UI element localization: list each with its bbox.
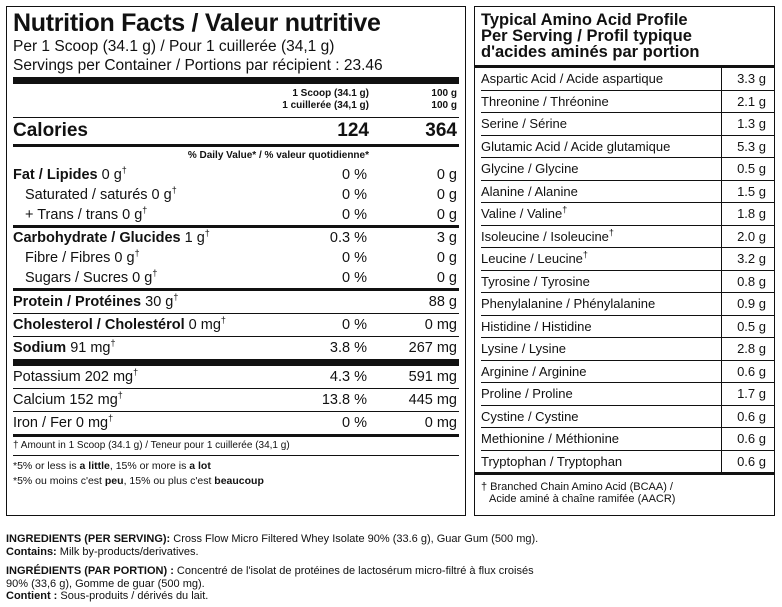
amino-title-line: Per Serving / Profil typique <box>481 27 692 45</box>
amino-amount: 1.7 g <box>737 386 766 401</box>
nutrient-label <box>13 228 210 248</box>
amino-amount: 5.3 g <box>737 138 766 154</box>
amino-row <box>481 360 774 383</box>
nutrient-amount-text: + Trans / trans 0 g <box>25 207 143 223</box>
nutrient-per-100g: 0 g <box>436 207 457 223</box>
amino-name: Glutamic Acid / Acide glutamique <box>481 138 671 154</box>
nutrient-label <box>13 389 123 411</box>
amino-row <box>481 135 774 158</box>
daily-value-header-text: % Daily Value* / % valeur quotidienne* <box>187 150 369 161</box>
divider <box>13 359 459 366</box>
contains-fr-label: Contient : <box>6 590 58 602</box>
dagger-mark: † <box>117 390 123 401</box>
ingredients-section <box>6 533 776 603</box>
dv-note-bold: a little <box>79 460 110 472</box>
nutrient-daily-value: 3.8 % <box>329 340 367 356</box>
amino-row <box>481 90 774 113</box>
ingredients-en <box>6 533 776 546</box>
column-separator <box>721 68 722 90</box>
dv-note-text: , 15% or more is <box>109 460 190 472</box>
nutrient-amount-text: Calcium 152 mg <box>13 392 118 408</box>
column-separator <box>721 338 722 360</box>
nutrient-row <box>13 291 459 313</box>
contains-en-text: Milk by-products/derivatives. <box>56 545 199 558</box>
nutrient-daily-value: 0 % <box>342 317 367 333</box>
nutrient-label <box>13 337 116 359</box>
amino-label <box>481 361 587 383</box>
amino-row <box>481 427 774 450</box>
column-separator <box>721 271 722 293</box>
amino-label <box>481 226 614 248</box>
amino-label <box>481 338 566 360</box>
amino-amount: 3.2 g <box>737 251 766 266</box>
dagger-mark: † <box>152 268 158 279</box>
amino-amount: 1.8 g <box>737 206 766 221</box>
nutrient-row <box>13 185 459 205</box>
nutrient-per-100g: 0 g <box>436 270 457 286</box>
dagger-mark: † <box>171 185 177 196</box>
amino-amount: 3.3 g <box>737 71 766 86</box>
nutrient-per-100g: 591 mg <box>408 369 457 385</box>
amino-label <box>481 181 578 203</box>
amino-amount: 0.6 g <box>737 408 766 424</box>
nutrient-amount-text: Fibre / Fibres 0 g <box>25 250 135 266</box>
amino-acid-panel <box>474 6 775 516</box>
ingredients-fr <box>6 565 776 578</box>
nutrient-amount-text: Saturated / saturés 0 g <box>25 187 172 203</box>
calories-serving: 124 <box>337 120 369 141</box>
amino-name: Aspartic Acid / Acide aspartique <box>481 71 664 86</box>
amino-name: Isoleucine / Isoleucine <box>481 228 609 244</box>
nutrient-daily-value: 0.3 % <box>329 230 367 246</box>
column-separator <box>721 113 722 135</box>
amino-label <box>481 271 590 293</box>
amino-amount: 0.5 g <box>737 318 766 334</box>
contains-fr-text: Sous-produits / dérivés du lait. <box>57 590 209 602</box>
nutrition-title: Nutrition Facts / Valeur nutritive <box>13 9 381 37</box>
calories-label: Calories <box>13 120 88 141</box>
amino-title <box>481 7 774 65</box>
column-separator <box>721 136 722 158</box>
amino-name: Threonine / Thréonine <box>481 93 609 109</box>
column-100g-header <box>431 88 457 112</box>
amino-label <box>481 428 619 450</box>
amino-name: Glycine / Glycine <box>481 161 579 176</box>
nutrient-per-100g: 0 g <box>436 187 457 203</box>
amino-row <box>481 180 774 203</box>
nutrient-row <box>13 228 459 248</box>
amino-amount: 0.9 g <box>737 296 766 311</box>
dv-note-text: , 15% ou plus c'est <box>123 475 215 487</box>
dv-note-bold: peu <box>104 475 124 487</box>
amino-name: Valine / Valine <box>481 206 563 221</box>
amino-name: Tyrosine / Tyrosine <box>481 273 590 289</box>
dv-note-text: *5% ou moins c'est <box>13 475 105 487</box>
column-separator <box>721 203 722 225</box>
servings-per-container: Servings per Container / Portions par récipient : 23.46 <box>13 57 383 74</box>
amount-footnote: † Amount in 1 Scoop (34.1 g) / Teneur pour 1 cuillerée (34,1 g) <box>13 440 290 451</box>
nutrient-row <box>13 412 459 434</box>
nutrient-amount-text: 1 g <box>180 230 205 246</box>
dagger-mark: † <box>142 205 148 216</box>
ingredients-en-text: Cross Flow Micro Filtered Whey Isolate 90% (33.6 g), Guar Gum (500 mg). <box>170 533 539 545</box>
amino-row <box>481 450 774 473</box>
nutrient-amount-text: 91 mg <box>66 340 111 356</box>
contains-fr <box>6 590 776 603</box>
amino-label <box>481 248 588 270</box>
dagger-mark: † <box>134 248 140 259</box>
calories-row <box>13 118 459 144</box>
column-separator <box>721 293 722 315</box>
nutrient-per-100g: 267 mg <box>408 340 457 356</box>
column-serving-en: 1 Scoop (34.1 g) <box>292 88 369 99</box>
ingredients-fr-text: Concentré de l'isolat de protéines de lactosérum micro-filtré à flux croisés <box>173 565 534 577</box>
nutrient-daily-value: 0 % <box>342 250 367 266</box>
nutrient-per-100g: 445 mg <box>408 392 457 408</box>
serving-size: Per 1 Scoop (34.1 g) / Pour 1 cuillerée (34,1 g) <box>13 38 335 55</box>
nutrient-daily-value: 0 % <box>342 415 367 431</box>
dagger-mark: † <box>582 249 588 260</box>
amino-amount: 0.6 g <box>737 453 766 469</box>
column-separator <box>721 451 722 473</box>
amino-amount: 2.8 g <box>737 341 766 356</box>
dagger-mark: † <box>133 367 139 378</box>
amino-label <box>481 383 573 405</box>
dv-note-text: *5% or less is <box>13 460 80 472</box>
amino-label <box>481 91 609 113</box>
column-separator <box>721 361 722 383</box>
column-100g-en: 100 g <box>431 88 457 99</box>
amino-name: Lysine / Lysine <box>481 341 567 356</box>
amino-name: Arginine / Arginine <box>481 363 587 379</box>
nutrient-daily-value: 0 % <box>342 270 367 286</box>
nutrient-daily-value: 0 % <box>342 167 367 183</box>
column-separator <box>721 428 722 450</box>
amino-rows <box>481 68 774 472</box>
nutrient-amount-text: Iron / Fer 0 mg <box>13 415 109 431</box>
nutrient-label <box>13 291 178 313</box>
amino-amount: 0.6 g <box>737 431 766 446</box>
amino-row <box>481 315 774 338</box>
amino-label <box>481 406 579 428</box>
column-separator <box>721 181 722 203</box>
amino-name: Methionine / Méthionine <box>481 431 620 446</box>
nutrient-per-100g: 0 g <box>436 167 457 183</box>
bcaa-note <box>481 475 774 505</box>
amino-row <box>481 112 774 135</box>
bcaa-note-fr: Acide aminé à chaîne ramifée (AACR) <box>489 493 676 505</box>
dagger-mark: † <box>204 228 210 239</box>
nutrient-label <box>13 165 127 185</box>
dagger-mark: † <box>110 338 116 349</box>
bcaa-note-en: † Branched Chain Amino Acid (BCAA) / <box>481 481 673 493</box>
ingredients-fr-label: INGRÉDIENTS (PAR PORTION) : <box>6 565 174 577</box>
column-serving-fr: 1 cuillerée (34,1 g) <box>282 100 369 111</box>
amino-name: Phenylalanine / Phénylalanine <box>481 296 656 311</box>
column-separator <box>721 383 722 405</box>
amino-name: Serine / Sérine <box>481 116 567 131</box>
column-separator <box>721 91 722 113</box>
amino-name: Tryptophan / Tryptophan <box>481 453 623 469</box>
contains-en <box>6 546 776 559</box>
column-separator <box>721 316 722 338</box>
nutrient-name: Carbohydrate / Glucides <box>13 230 181 246</box>
nutrient-amount-text: Potassium 202 mg <box>13 369 134 385</box>
ingredients-en-label: INGREDIENTS (PER SERVING): <box>6 533 171 545</box>
column-separator <box>721 226 722 248</box>
nutrient-daily-value: 13.8 % <box>321 392 367 408</box>
nutrient-rows <box>13 165 459 434</box>
column-header <box>13 84 459 117</box>
column-separator <box>721 158 722 180</box>
amino-label <box>481 68 663 90</box>
nutrient-amount-text: 0 mg <box>184 317 221 333</box>
nutrient-label <box>25 268 157 288</box>
dagger-mark: † <box>121 165 127 176</box>
calories-100g: 364 <box>425 120 457 141</box>
amino-row <box>481 270 774 293</box>
amino-row <box>481 292 774 315</box>
nutrient-amount-text: Sugars / Sucres 0 g <box>25 270 153 286</box>
nutrient-label <box>13 412 113 434</box>
daily-value-note <box>13 456 459 489</box>
nutrient-label <box>13 366 138 388</box>
nutrient-row <box>13 248 459 268</box>
nutrient-per-100g: 0 mg <box>424 317 457 333</box>
nutrient-row <box>13 314 459 336</box>
amino-label <box>481 316 592 338</box>
nutrient-per-100g: 0 g <box>436 250 457 266</box>
amino-label <box>481 203 567 225</box>
nutrient-label <box>25 205 147 225</box>
column-separator <box>721 248 722 270</box>
nutrient-daily-value: 0 % <box>342 207 367 223</box>
amino-row <box>481 68 774 90</box>
nutrient-row <box>13 337 459 359</box>
divider <box>13 77 459 84</box>
amino-name: Proline / Proline <box>481 386 573 401</box>
contains-en-label: Contains: <box>6 545 57 558</box>
dv-note-bold: beaucoup <box>214 475 264 487</box>
nutrient-daily-value: 4.3 % <box>329 369 367 385</box>
amino-amount: 0.8 g <box>737 273 766 289</box>
amino-title-line: d'acides aminés par portion <box>481 43 700 61</box>
dagger-mark: † <box>608 227 614 238</box>
nutrient-per-100g: 3 g <box>436 230 457 246</box>
daily-value-note-en <box>13 459 459 474</box>
amino-row <box>481 405 774 428</box>
nutrient-row <box>13 389 459 411</box>
nutrient-amount-text: 0 g <box>97 167 122 183</box>
daily-value-header <box>13 147 459 165</box>
amino-amount: 0.6 g <box>737 363 766 379</box>
nutrient-row <box>13 268 459 288</box>
amino-row <box>481 247 774 270</box>
amino-row <box>481 382 774 405</box>
nutrient-daily-value: 0 % <box>342 187 367 203</box>
nutrient-row <box>13 205 459 225</box>
nutrient-row <box>13 366 459 388</box>
nutrient-label <box>25 185 177 205</box>
amino-amount: 2.0 g <box>737 228 766 244</box>
amino-row <box>481 225 774 248</box>
amino-amount: 1.3 g <box>737 116 766 131</box>
column-serving-header <box>282 88 369 112</box>
amino-label <box>481 451 622 473</box>
amino-name: Leucine / Leucine <box>481 251 583 266</box>
amino-label <box>481 113 567 135</box>
amino-amount: 0.5 g <box>737 161 766 176</box>
dagger-mark: † <box>220 315 226 326</box>
dagger-mark: † <box>173 292 179 303</box>
dv-note-bold: a lot <box>189 460 211 472</box>
nutrition-facts-panel <box>6 6 466 516</box>
amino-amount: 1.5 g <box>737 183 766 199</box>
amino-title-line: Typical Amino Acid Profile <box>481 11 688 29</box>
amino-row <box>481 157 774 180</box>
amino-label <box>481 293 655 315</box>
amino-label <box>481 136 670 158</box>
nutrient-label <box>25 248 140 268</box>
amino-name: Cystine / Cystine <box>481 408 579 424</box>
amino-row <box>481 337 774 360</box>
amino-row <box>481 202 774 225</box>
amino-name: Alanine / Alanine <box>481 183 578 199</box>
ingredients-fr-cont: 90% (33,6 g), Gomme de guar (500 mg). <box>6 577 205 590</box>
nutrient-per-100g: 0 mg <box>424 415 457 431</box>
amino-label <box>481 158 579 180</box>
nutrient-per-100g: 88 g <box>428 294 457 310</box>
nutrient-label <box>13 314 226 336</box>
nutrient-name: Sodium <box>13 340 67 356</box>
nutrient-name: Cholesterol / Cholestérol <box>13 317 185 333</box>
nutrient-name: Protein / Protéines <box>13 294 142 310</box>
amino-amount: 2.1 g <box>737 93 766 109</box>
nutrient-row <box>13 165 459 185</box>
nutrient-name: Fat / Lipides <box>13 167 98 183</box>
dagger-mark: † <box>108 413 114 424</box>
amino-name: Histidine / Histidine <box>481 318 592 334</box>
dagger-mark: † <box>562 204 568 215</box>
column-100g-fr: 100 g <box>431 100 457 111</box>
column-separator <box>721 406 722 428</box>
nutrient-amount-text: 30 g <box>141 294 174 310</box>
daily-value-note-fr <box>13 474 459 489</box>
